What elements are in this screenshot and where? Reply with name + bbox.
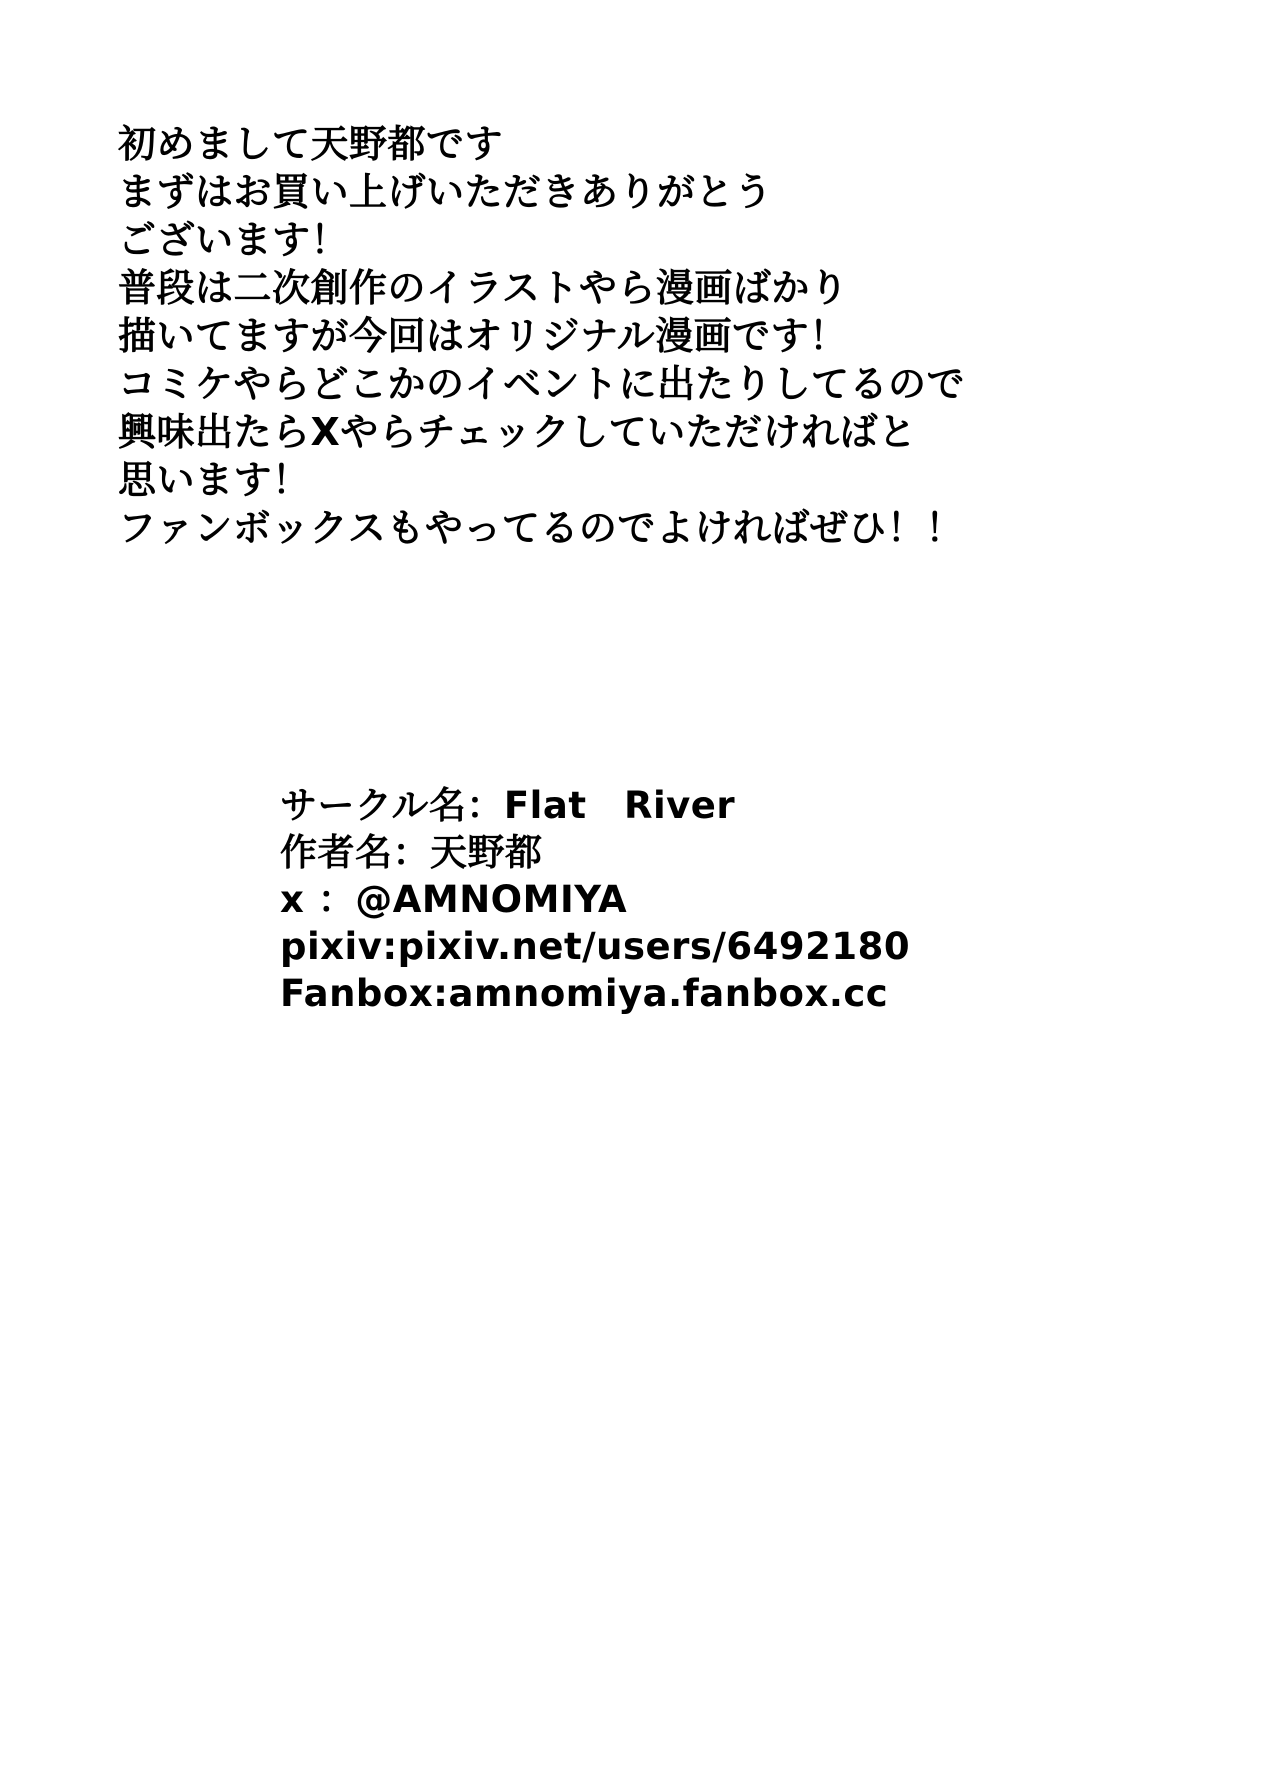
afterword-line: 描いてますが今回はオリジナル漫画です！ [118, 314, 848, 358]
afterword-line: 普段は二次創作のイラストやら漫画ばかり [118, 266, 849, 310]
credit-pixiv-url: pixiv:pixiv.net/users/6492180 [280, 925, 911, 968]
credit-author-name: 作者名：天野都 [280, 831, 543, 874]
afterword-line: ファンボックスもやってるのでよければぜひ！！ [118, 506, 964, 550]
afterword-line: 思います！ [118, 458, 311, 502]
afterword-block [118, 120, 1178, 552]
credits-block [280, 782, 1180, 1017]
afterword-line: まずはお買い上げいただきありがとう [118, 170, 773, 214]
credit-x-handle: x ：@AMNOMIYA [280, 878, 628, 921]
afterword-line: ございます！ [118, 218, 350, 262]
afterword-line: 初めまして天野都です [118, 122, 504, 166]
afterword-line: コミケやらどこかのイベントに出たりしてるので [118, 362, 966, 406]
credit-circle-name: サークル名：Flat River [280, 784, 736, 827]
credit-fanbox-url: Fanbox:amnomiya.fanbox.cc [280, 972, 889, 1015]
afterword-line: 興味出たらXやらチェックしていただければと [118, 410, 917, 454]
